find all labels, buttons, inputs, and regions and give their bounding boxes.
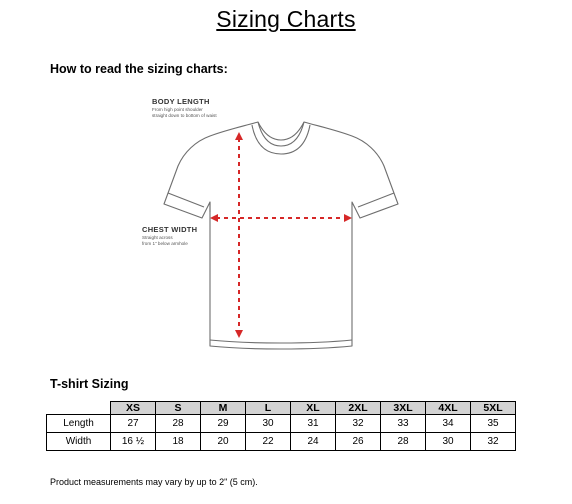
chest-width-label: CHEST WIDTH (142, 225, 198, 234)
table-cell: 31 (291, 415, 336, 433)
table-cell: 27 (111, 415, 156, 433)
size-header-cell: 5XL (471, 402, 516, 415)
table-cell: 30 (426, 433, 471, 451)
table-cell: 30 (246, 415, 291, 433)
sizing-table (46, 401, 516, 451)
size-header-cell: 3XL (381, 402, 426, 415)
table-cell: 29 (201, 415, 246, 433)
size-header-cell: XL (291, 402, 336, 415)
table-cell: 28 (156, 415, 201, 433)
table-cell: 32 (471, 433, 516, 451)
table-cell: 16 ½ (111, 433, 156, 451)
page-title: Sizing Charts (216, 6, 356, 32)
size-header-cell: L (246, 402, 291, 415)
footnote: Product measurements may vary by up to 2" (5 cm). (50, 477, 258, 487)
size-header-row (47, 402, 516, 415)
body-length-label: BODY LENGTH (152, 97, 210, 106)
row-label: Width (47, 433, 111, 451)
chest-width-desc-1: Straight across (142, 235, 173, 240)
header-blank-cell (47, 402, 111, 415)
howto-heading: How to read the sizing charts: (50, 62, 228, 76)
table-cell: 28 (381, 433, 426, 451)
size-header-cell: 4XL (426, 402, 471, 415)
size-header-cell: XS (111, 402, 156, 415)
chest-width-desc-2: from 1" below armhole (142, 241, 188, 246)
table-cell: 32 (336, 415, 381, 433)
tshirt-diagram (140, 92, 430, 362)
table-cell: 20 (201, 433, 246, 451)
tshirt-sizing-heading: T-shirt Sizing (50, 377, 129, 391)
body-length-desc-2: straight down to bottom of waist (152, 113, 217, 118)
row-label: Length (47, 415, 111, 433)
body-length-desc-1: From high point shoulder (152, 107, 203, 112)
table-row (47, 415, 516, 433)
table-cell: 34 (426, 415, 471, 433)
table-row (47, 433, 516, 451)
tshirt-outline (164, 122, 398, 349)
size-header-cell: M (201, 402, 246, 415)
size-header-cell: 2XL (336, 402, 381, 415)
size-header-cell: S (156, 402, 201, 415)
table-cell: 33 (381, 415, 426, 433)
table-cell: 35 (471, 415, 516, 433)
table-cell: 22 (246, 433, 291, 451)
table-cell: 18 (156, 433, 201, 451)
table-cell: 26 (336, 433, 381, 451)
table-cell: 24 (291, 433, 336, 451)
